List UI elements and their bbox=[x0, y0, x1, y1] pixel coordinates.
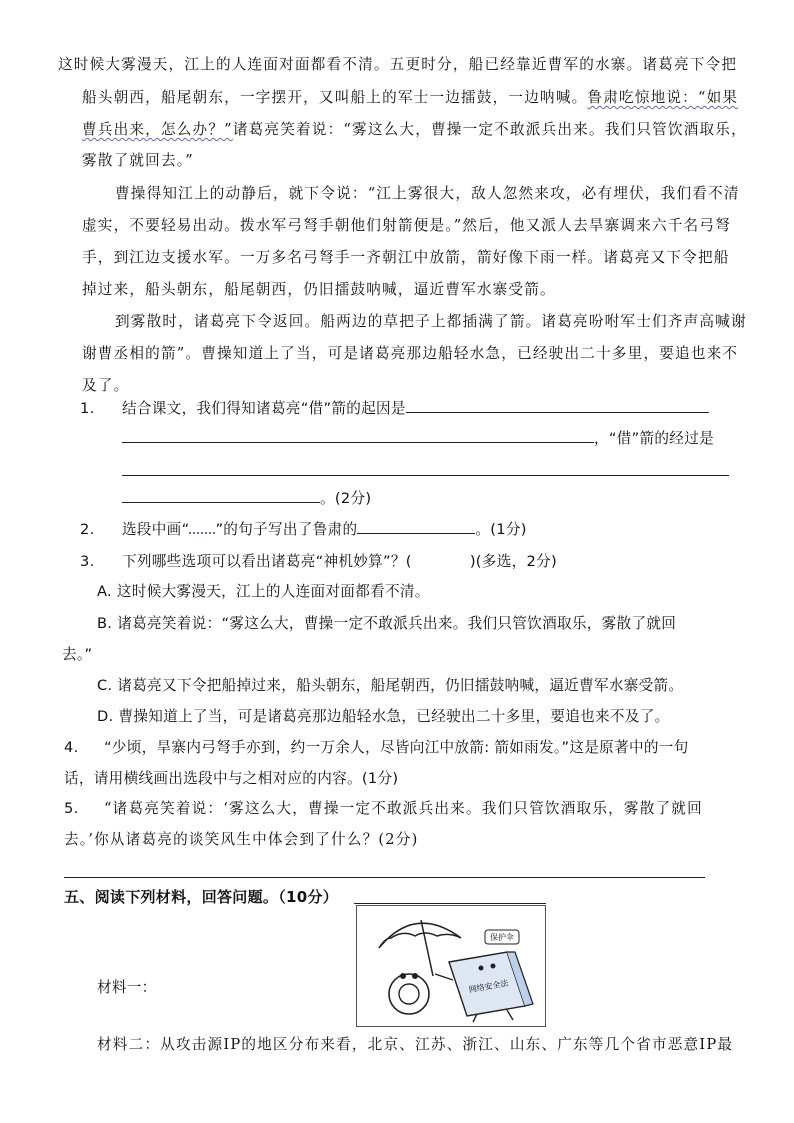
option-b[interactable]: B. 诸葛亮笑着说：“雾这么大，曹操一定不敢派兵出来。我们只管饮酒取乐，雾散了就回 bbox=[97, 615, 677, 632]
answer-line[interactable] bbox=[122, 475, 729, 476]
umbrella-handle bbox=[421, 920, 433, 976]
divider bbox=[354, 903, 546, 904]
question-1-text: 。(2分) bbox=[122, 488, 371, 510]
answer-blank[interactable] bbox=[406, 398, 709, 413]
umbrella-icon bbox=[379, 923, 461, 948]
section-heading: 五、阅读下列材料，回答问题。（10分） bbox=[64, 888, 339, 906]
question-5-text: “诸葛亮笑着说：‘雾这么大，曹操一定不敢派兵出来。我们只管饮酒取乐，雾散了就回 bbox=[104, 800, 703, 817]
passage-line: 及了。 bbox=[82, 377, 130, 394]
cartoon-illustration bbox=[357, 906, 545, 1026]
option-c[interactable]: C. 诸葛亮又下令把船掉过来，船头朝东，船尾朝西，仍旧擂鼓呐喊，逼近曹军水寨受箭。 bbox=[97, 677, 684, 694]
book-label: 网络安全法 bbox=[468, 978, 510, 995]
question-5-text: 去。’你从诸葛亮的谈笑风生中体会到了什么？(2分) bbox=[64, 831, 419, 848]
material-1-label: 材料一： bbox=[97, 979, 157, 996]
question-number: 2. bbox=[80, 521, 95, 538]
passage-line: 曹操得知江上的动静后，就下令说：“江上雾很大，敌人忽然来攻，必有埋伏，我们看不清 bbox=[115, 185, 740, 202]
question-1-text: ，“借”箭的经过是 bbox=[122, 428, 714, 450]
passage-line: 这时候大雾漫天，江上的人连面对面都看不清。五更时分，船已经靠近曹军的水寨。诸葛亮下令把 bbox=[58, 56, 738, 73]
answer-line[interactable] bbox=[64, 877, 705, 878]
option-d[interactable]: D. 曹操知道上了当，可是诸葛亮那边船轻水急，已经驶出二十多里，要追也来不及了。 bbox=[97, 708, 670, 725]
passage-text: 诸葛亮笑着说：“雾这么大，曹操一定不敢派兵出来。我们只管饮酒取乐， bbox=[232, 121, 747, 138]
wavy-line-icon bbox=[189, 522, 215, 534]
question-4-text: 话，请用横线画出选段中与之相对应的内容。(1分) bbox=[64, 770, 399, 787]
passage-line: 到雾散时，诸葛亮下令返回。船两边的草把子上都插满了箭。诸葛亮吩咐军士们齐声高喊谢 bbox=[115, 313, 747, 330]
option-b-cont: 去。” bbox=[62, 646, 93, 663]
question-2-text: 选段中画“ ”的句子写出了鲁肃的 。(1分) bbox=[122, 521, 527, 538]
passage-line bbox=[82, 87, 738, 109]
question-3-text: 下列哪些选项可以看出诸葛亮“神机妙算”？( )(多选，2分) bbox=[122, 553, 557, 570]
passage-line: 谢曹丞相的箭”。曹操知道上了当，可是诸葛亮那边船轻水急，已经驶出二十多里，要追也来不 bbox=[82, 345, 739, 362]
wavy-underlined-sentence: 鲁肃吃惊地说：“如果 bbox=[587, 89, 739, 106]
cartoon-image bbox=[356, 905, 546, 1027]
passage-line: 虚实，不要轻易出动。拨水军弓弩手朝他们射箭便是。”然后，他又派人去旱寨调来六千名弓弩 bbox=[82, 217, 731, 234]
answer-blank[interactable] bbox=[357, 519, 475, 534]
passage-line: 手，到江边支援水军。一万多名弓弩手一齐朝江中放箭，箭好像下雨一样。诸葛亮又下令把船 bbox=[82, 249, 730, 266]
passage-line bbox=[82, 119, 747, 141]
at-sign-character bbox=[389, 974, 429, 1014]
question-1-text: 结合课文，我们得知诸葛亮“借”箭的起因是 bbox=[122, 398, 709, 420]
passage-text: 船头朝西，船尾朝东，一字摆开，又叫船上的军士一边擂鼓，一边呐喊。 bbox=[82, 89, 588, 106]
tag-label: 保护伞 bbox=[490, 933, 514, 942]
passage-line: 雾散了就回去。” bbox=[82, 152, 194, 169]
passage-line: 掉过来，船头朝东，船尾朝西，仍旧擂鼓呐喊，逼近曹军水寨受箭。 bbox=[82, 281, 556, 298]
answer-blank[interactable] bbox=[122, 488, 320, 503]
question-number: 1. bbox=[80, 400, 95, 417]
option-a[interactable]: A. 这时候大雾漫天，江上的人连面对面都看不清。 bbox=[97, 583, 430, 600]
question-4-text: “少顷，旱寨内弓弩手亦到，约一万余人，尽皆向江中放箭: 箭如雨发。”这是原著中的一句 bbox=[104, 739, 689, 756]
question-number: 5. bbox=[64, 800, 79, 817]
answer-blank[interactable] bbox=[122, 428, 594, 443]
material-2-text: 材料二：从攻击源IP的地区分布来看，北京、江苏、浙江、山东、广东等几个省市恶意IP最 bbox=[97, 1036, 734, 1053]
question-number: 4. bbox=[64, 739, 79, 756]
question-number: 3. bbox=[80, 553, 95, 570]
wavy-underlined-sentence: 曹兵出来，怎么办？” bbox=[82, 121, 233, 138]
